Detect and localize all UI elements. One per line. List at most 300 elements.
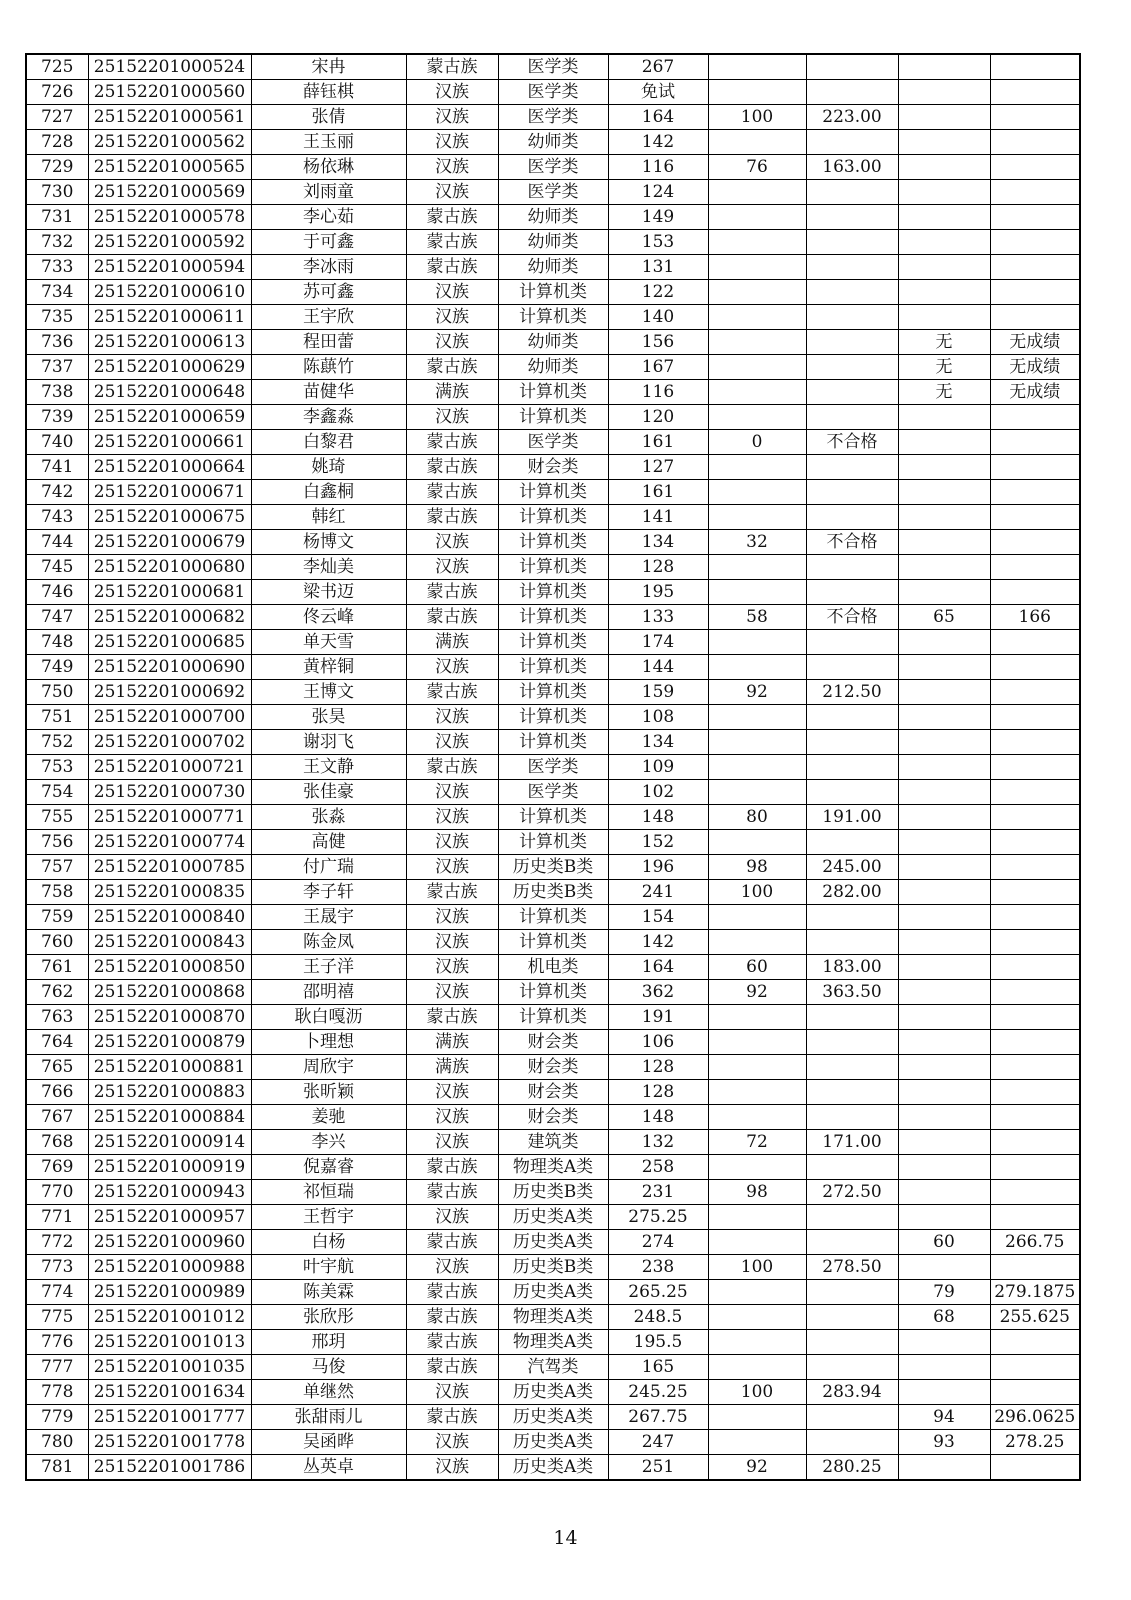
table-row xyxy=(26,280,1080,305)
extra-total-cell: 296.0625 xyxy=(990,1405,1080,1430)
skill-score-cell xyxy=(708,1330,806,1355)
table-row xyxy=(26,630,1080,655)
extra-total-cell xyxy=(990,280,1080,305)
seq-cell: 743 xyxy=(26,505,88,530)
skill-score-cell xyxy=(708,255,806,280)
extra-total-cell xyxy=(990,880,1080,905)
seq-cell: 765 xyxy=(26,1055,88,1080)
category-cell: 历史类A类 xyxy=(498,1280,608,1305)
score-cell: 164 xyxy=(608,105,708,130)
category-cell: 历史类B类 xyxy=(498,1180,608,1205)
extra-total-cell xyxy=(990,405,1080,430)
extra-total-cell xyxy=(990,1330,1080,1355)
ethnicity-cell: 蒙古族 xyxy=(406,54,498,80)
score-cell: 174 xyxy=(608,630,708,655)
total-score-cell xyxy=(806,1205,898,1230)
ethnicity-cell: 汉族 xyxy=(406,155,498,180)
score-cell: 161 xyxy=(608,430,708,455)
extra-total-cell xyxy=(990,830,1080,855)
table-row xyxy=(26,155,1080,180)
total-score-cell xyxy=(806,905,898,930)
score-cell: 116 xyxy=(608,155,708,180)
category-cell: 计算机类 xyxy=(498,305,608,330)
extra-score-cell xyxy=(898,430,990,455)
name-cell: 张佳豪 xyxy=(251,780,406,805)
extra-total-cell xyxy=(990,130,1080,155)
seq-cell: 735 xyxy=(26,305,88,330)
exam-id-cell: 25152201000884 xyxy=(88,1105,251,1130)
table-row xyxy=(26,205,1080,230)
total-score-cell: 不合格 xyxy=(806,605,898,630)
extra-score-cell: 65 xyxy=(898,605,990,630)
score-cell: 248.5 xyxy=(608,1305,708,1330)
category-cell: 计算机类 xyxy=(498,580,608,605)
category-cell: 财会类 xyxy=(498,1105,608,1130)
name-cell: 姜驰 xyxy=(251,1105,406,1130)
skill-score-cell: 98 xyxy=(708,855,806,880)
table-row xyxy=(26,405,1080,430)
seq-cell: 762 xyxy=(26,980,88,1005)
extra-total-cell xyxy=(990,1255,1080,1280)
seq-cell: 727 xyxy=(26,105,88,130)
name-cell: 单天雪 xyxy=(251,630,406,655)
category-cell: 机电类 xyxy=(498,955,608,980)
table-row xyxy=(26,1055,1080,1080)
ethnicity-cell: 汉族 xyxy=(406,955,498,980)
exam-id-cell: 25152201000989 xyxy=(88,1280,251,1305)
name-cell: 倪嘉睿 xyxy=(251,1155,406,1180)
total-score-cell xyxy=(806,1305,898,1330)
exam-id-cell: 25152201000700 xyxy=(88,705,251,730)
name-cell: 李鑫淼 xyxy=(251,405,406,430)
table-row xyxy=(26,780,1080,805)
ethnicity-cell: 蒙古族 xyxy=(406,680,498,705)
skill-score-cell xyxy=(708,355,806,380)
extra-score-cell xyxy=(898,680,990,705)
category-cell: 历史类A类 xyxy=(498,1455,608,1481)
category-cell: 历史类A类 xyxy=(498,1230,608,1255)
seq-cell: 755 xyxy=(26,805,88,830)
extra-total-cell xyxy=(990,955,1080,980)
exam-id-cell: 25152201001786 xyxy=(88,1455,251,1481)
extra-total-cell xyxy=(990,905,1080,930)
score-cell: 106 xyxy=(608,1030,708,1055)
ethnicity-cell: 蒙古族 xyxy=(406,1405,498,1430)
name-cell: 韩红 xyxy=(251,505,406,530)
table-row xyxy=(26,1405,1080,1430)
name-cell: 高健 xyxy=(251,830,406,855)
table-row xyxy=(26,680,1080,705)
name-cell: 薛钰棋 xyxy=(251,80,406,105)
name-cell: 张淼 xyxy=(251,805,406,830)
exam-id-cell: 25152201000524 xyxy=(88,54,251,80)
name-cell: 丛英卓 xyxy=(251,1455,406,1481)
ethnicity-cell: 汉族 xyxy=(406,530,498,555)
name-cell: 姚琦 xyxy=(251,455,406,480)
seq-cell: 733 xyxy=(26,255,88,280)
exam-id-cell: 25152201000988 xyxy=(88,1255,251,1280)
seq-cell: 767 xyxy=(26,1105,88,1130)
name-cell: 杨博文 xyxy=(251,530,406,555)
table-row xyxy=(26,505,1080,530)
name-cell: 祁恒瑞 xyxy=(251,1180,406,1205)
total-score-cell xyxy=(806,280,898,305)
score-cell: 267.75 xyxy=(608,1405,708,1430)
seq-cell: 736 xyxy=(26,330,88,355)
table-row xyxy=(26,555,1080,580)
extra-score-cell xyxy=(898,480,990,505)
skill-score-cell xyxy=(708,1430,806,1455)
ethnicity-cell: 汉族 xyxy=(406,555,498,580)
name-cell: 程田蕾 xyxy=(251,330,406,355)
seq-cell: 751 xyxy=(26,705,88,730)
category-cell: 计算机类 xyxy=(498,530,608,555)
table-row xyxy=(26,355,1080,380)
category-cell: 财会类 xyxy=(498,455,608,480)
total-score-cell xyxy=(806,1280,898,1305)
extra-total-cell xyxy=(990,555,1080,580)
name-cell: 陈金凤 xyxy=(251,930,406,955)
extra-score-cell xyxy=(898,1255,990,1280)
score-cell: 191 xyxy=(608,1005,708,1030)
table-row xyxy=(26,655,1080,680)
name-cell: 陈蕻竹 xyxy=(251,355,406,380)
category-cell: 历史类A类 xyxy=(498,1380,608,1405)
score-cell: 108 xyxy=(608,705,708,730)
seq-cell: 725 xyxy=(26,54,88,80)
extra-score-cell xyxy=(898,1180,990,1205)
seq-cell: 737 xyxy=(26,355,88,380)
seq-cell: 771 xyxy=(26,1205,88,1230)
extra-score-cell xyxy=(898,630,990,655)
extra-total-cell xyxy=(990,930,1080,955)
skill-score-cell xyxy=(708,830,806,855)
extra-total-cell xyxy=(990,1105,1080,1130)
name-cell: 梁书迈 xyxy=(251,580,406,605)
ethnicity-cell: 汉族 xyxy=(406,1080,498,1105)
table-row xyxy=(26,1180,1080,1205)
seq-cell: 728 xyxy=(26,130,88,155)
skill-score-cell xyxy=(708,280,806,305)
total-score-cell xyxy=(806,455,898,480)
skill-score-cell: 58 xyxy=(708,605,806,630)
skill-score-cell xyxy=(708,630,806,655)
skill-score-cell xyxy=(708,480,806,505)
ethnicity-cell: 汉族 xyxy=(406,905,498,930)
exam-id-cell: 25152201000835 xyxy=(88,880,251,905)
skill-score-cell xyxy=(708,755,806,780)
skill-score-cell xyxy=(708,1230,806,1255)
skill-score-cell xyxy=(708,555,806,580)
name-cell: 王晟宇 xyxy=(251,905,406,930)
extra-total-cell xyxy=(990,105,1080,130)
score-cell: 247 xyxy=(608,1430,708,1455)
extra-score-cell xyxy=(898,255,990,280)
seq-cell: 744 xyxy=(26,530,88,555)
table-row xyxy=(26,1380,1080,1405)
extra-total-cell: 279.1875 xyxy=(990,1280,1080,1305)
ethnicity-cell: 汉族 xyxy=(406,980,498,1005)
extra-score-cell xyxy=(898,655,990,680)
exam-id-cell: 25152201000690 xyxy=(88,655,251,680)
extra-score-cell xyxy=(898,955,990,980)
extra-score-cell xyxy=(898,855,990,880)
ethnicity-cell: 蒙古族 xyxy=(406,205,498,230)
table-row xyxy=(26,1255,1080,1280)
total-score-cell: 171.00 xyxy=(806,1130,898,1155)
skill-score-cell: 76 xyxy=(708,155,806,180)
extra-total-cell xyxy=(990,1130,1080,1155)
ethnicity-cell: 汉族 xyxy=(406,1455,498,1481)
skill-score-cell: 98 xyxy=(708,1180,806,1205)
score-cell: 134 xyxy=(608,730,708,755)
total-score-cell xyxy=(806,1055,898,1080)
ethnicity-cell: 汉族 xyxy=(406,1205,498,1230)
table-row xyxy=(26,380,1080,405)
seq-cell: 775 xyxy=(26,1305,88,1330)
extra-score-cell xyxy=(898,555,990,580)
seq-cell: 742 xyxy=(26,480,88,505)
name-cell: 白鑫桐 xyxy=(251,480,406,505)
extra-score-cell xyxy=(898,730,990,755)
skill-score-cell: 100 xyxy=(708,1255,806,1280)
total-score-cell xyxy=(806,305,898,330)
extra-score-cell xyxy=(898,130,990,155)
table-row xyxy=(26,855,1080,880)
seq-cell: 774 xyxy=(26,1280,88,1305)
total-score-cell xyxy=(806,780,898,805)
exam-id-cell: 25152201000562 xyxy=(88,130,251,155)
category-cell: 历史类A类 xyxy=(498,1405,608,1430)
ethnicity-cell: 汉族 xyxy=(406,80,498,105)
skill-score-cell xyxy=(708,1355,806,1380)
ethnicity-cell: 蒙古族 xyxy=(406,1005,498,1030)
ethnicity-cell: 汉族 xyxy=(406,180,498,205)
ethnicity-cell: 汉族 xyxy=(406,280,498,305)
seq-cell: 740 xyxy=(26,430,88,455)
extra-score-cell xyxy=(898,80,990,105)
seq-cell: 756 xyxy=(26,830,88,855)
extra-total-cell xyxy=(990,1380,1080,1405)
ethnicity-cell: 蒙古族 xyxy=(406,1180,498,1205)
extra-score-cell xyxy=(898,905,990,930)
seq-cell: 732 xyxy=(26,230,88,255)
ethnicity-cell: 蒙古族 xyxy=(406,1280,498,1305)
score-cell: 133 xyxy=(608,605,708,630)
category-cell: 幼师类 xyxy=(498,330,608,355)
category-cell: 历史类B类 xyxy=(498,1255,608,1280)
skill-score-cell: 100 xyxy=(708,105,806,130)
score-cell: 159 xyxy=(608,680,708,705)
category-cell: 医学类 xyxy=(498,155,608,180)
seq-cell: 730 xyxy=(26,180,88,205)
score-cell: 102 xyxy=(608,780,708,805)
extra-total-cell: 255.625 xyxy=(990,1305,1080,1330)
extra-score-cell xyxy=(898,1130,990,1155)
exam-id-cell: 25152201000914 xyxy=(88,1130,251,1155)
skill-score-cell xyxy=(708,580,806,605)
extra-score-cell: 60 xyxy=(898,1230,990,1255)
seq-cell: 769 xyxy=(26,1155,88,1180)
seq-cell: 748 xyxy=(26,630,88,655)
exam-id-cell: 25152201001634 xyxy=(88,1380,251,1405)
exam-id-cell: 25152201000702 xyxy=(88,730,251,755)
exam-id-cell: 25152201000879 xyxy=(88,1030,251,1055)
name-cell: 王文静 xyxy=(251,755,406,780)
ethnicity-cell: 蒙古族 xyxy=(406,880,498,905)
table-row xyxy=(26,1030,1080,1055)
category-cell: 计算机类 xyxy=(498,805,608,830)
table-row xyxy=(26,1305,1080,1330)
ethnicity-cell: 蒙古族 xyxy=(406,1155,498,1180)
extra-total-cell xyxy=(990,530,1080,555)
extra-score-cell xyxy=(898,1055,990,1080)
exam-id-cell: 25152201000671 xyxy=(88,480,251,505)
ethnicity-cell: 汉族 xyxy=(406,805,498,830)
table-row xyxy=(26,80,1080,105)
exam-id-cell: 25152201000578 xyxy=(88,205,251,230)
extra-score-cell xyxy=(898,755,990,780)
exam-id-cell: 25152201000648 xyxy=(88,380,251,405)
skill-score-cell xyxy=(708,780,806,805)
skill-score-cell xyxy=(708,1155,806,1180)
total-score-cell xyxy=(806,1330,898,1355)
total-score-cell xyxy=(806,230,898,255)
seq-cell: 729 xyxy=(26,155,88,180)
category-cell: 医学类 xyxy=(498,755,608,780)
exam-id-cell: 25152201000659 xyxy=(88,405,251,430)
extra-total-cell xyxy=(990,630,1080,655)
extra-total-cell xyxy=(990,1205,1080,1230)
ethnicity-cell: 汉族 xyxy=(406,1105,498,1130)
total-score-cell: 272.50 xyxy=(806,1180,898,1205)
category-cell: 医学类 xyxy=(498,54,608,80)
total-score-cell xyxy=(806,1080,898,1105)
score-cell: 128 xyxy=(608,1055,708,1080)
name-cell: 王宇欣 xyxy=(251,305,406,330)
name-cell: 白黎君 xyxy=(251,430,406,455)
extra-score-cell: 94 xyxy=(898,1405,990,1430)
extra-score-cell xyxy=(898,780,990,805)
ethnicity-cell: 蒙古族 xyxy=(406,1355,498,1380)
extra-total-cell xyxy=(990,855,1080,880)
category-cell: 建筑类 xyxy=(498,1130,608,1155)
score-cell: 161 xyxy=(608,480,708,505)
exam-id-cell: 25152201000613 xyxy=(88,330,251,355)
skill-score-cell xyxy=(708,655,806,680)
exam-id-cell: 25152201000721 xyxy=(88,755,251,780)
skill-score-cell: 92 xyxy=(708,680,806,705)
skill-score-cell: 60 xyxy=(708,955,806,980)
ethnicity-cell: 蒙古族 xyxy=(406,605,498,630)
ethnicity-cell: 汉族 xyxy=(406,705,498,730)
total-score-cell xyxy=(806,830,898,855)
total-score-cell xyxy=(806,1005,898,1030)
name-cell: 白杨 xyxy=(251,1230,406,1255)
extra-score-cell xyxy=(898,305,990,330)
extra-score-cell xyxy=(898,1330,990,1355)
score-cell: 196 xyxy=(608,855,708,880)
skill-score-cell: 32 xyxy=(708,530,806,555)
table-row xyxy=(26,1330,1080,1355)
category-cell: 物理类A类 xyxy=(498,1305,608,1330)
extra-score-cell xyxy=(898,155,990,180)
skill-score-cell xyxy=(708,455,806,480)
skill-score-cell xyxy=(708,1030,806,1055)
total-score-cell: 245.00 xyxy=(806,855,898,880)
name-cell: 宋冉 xyxy=(251,54,406,80)
name-cell: 苏可鑫 xyxy=(251,280,406,305)
score-cell: 258 xyxy=(608,1155,708,1180)
seq-cell: 753 xyxy=(26,755,88,780)
name-cell: 叶宇航 xyxy=(251,1255,406,1280)
category-cell: 计算机类 xyxy=(498,655,608,680)
total-score-cell xyxy=(806,255,898,280)
table-row xyxy=(26,830,1080,855)
seq-cell: 780 xyxy=(26,1430,88,1455)
exam-id-cell: 25152201000881 xyxy=(88,1055,251,1080)
total-score-cell: 163.00 xyxy=(806,155,898,180)
score-cell: 195 xyxy=(608,580,708,605)
extra-score-cell: 79 xyxy=(898,1280,990,1305)
table-row xyxy=(26,1455,1080,1481)
extra-total-cell xyxy=(990,1180,1080,1205)
extra-score-cell xyxy=(898,455,990,480)
name-cell: 付广瑞 xyxy=(251,855,406,880)
skill-score-cell xyxy=(708,380,806,405)
category-cell: 财会类 xyxy=(498,1080,608,1105)
name-cell: 周欣宇 xyxy=(251,1055,406,1080)
exam-id-cell: 25152201000943 xyxy=(88,1180,251,1205)
total-score-cell xyxy=(806,730,898,755)
table-row xyxy=(26,1230,1080,1255)
seq-cell: 746 xyxy=(26,580,88,605)
score-cell: 132 xyxy=(608,1130,708,1155)
skill-score-cell: 92 xyxy=(708,1455,806,1481)
extra-score-cell xyxy=(898,505,990,530)
table-body xyxy=(26,54,1080,1480)
skill-score-cell: 0 xyxy=(708,430,806,455)
table-row xyxy=(26,1430,1080,1455)
seq-cell: 750 xyxy=(26,680,88,705)
extra-score-cell xyxy=(898,830,990,855)
extra-score-cell: 无 xyxy=(898,380,990,405)
extra-total-cell xyxy=(990,755,1080,780)
score-cell: 195.5 xyxy=(608,1330,708,1355)
extra-score-cell xyxy=(898,180,990,205)
score-cell: 131 xyxy=(608,255,708,280)
total-score-cell: 不合格 xyxy=(806,530,898,555)
category-cell: 幼师类 xyxy=(498,230,608,255)
total-score-cell xyxy=(806,380,898,405)
skill-score-cell xyxy=(708,205,806,230)
total-score-cell xyxy=(806,580,898,605)
category-cell: 计算机类 xyxy=(498,405,608,430)
total-score-cell: 280.25 xyxy=(806,1455,898,1481)
exam-id-cell: 25152201000675 xyxy=(88,505,251,530)
extra-score-cell xyxy=(898,1355,990,1380)
extra-total-cell xyxy=(990,1155,1080,1180)
skill-score-cell: 80 xyxy=(708,805,806,830)
seq-cell: 738 xyxy=(26,380,88,405)
exam-id-cell: 25152201000960 xyxy=(88,1230,251,1255)
skill-score-cell xyxy=(708,180,806,205)
table-row xyxy=(26,980,1080,1005)
skill-score-cell xyxy=(708,54,806,80)
table-row xyxy=(26,480,1080,505)
score-cell: 142 xyxy=(608,130,708,155)
extra-total-cell xyxy=(990,780,1080,805)
